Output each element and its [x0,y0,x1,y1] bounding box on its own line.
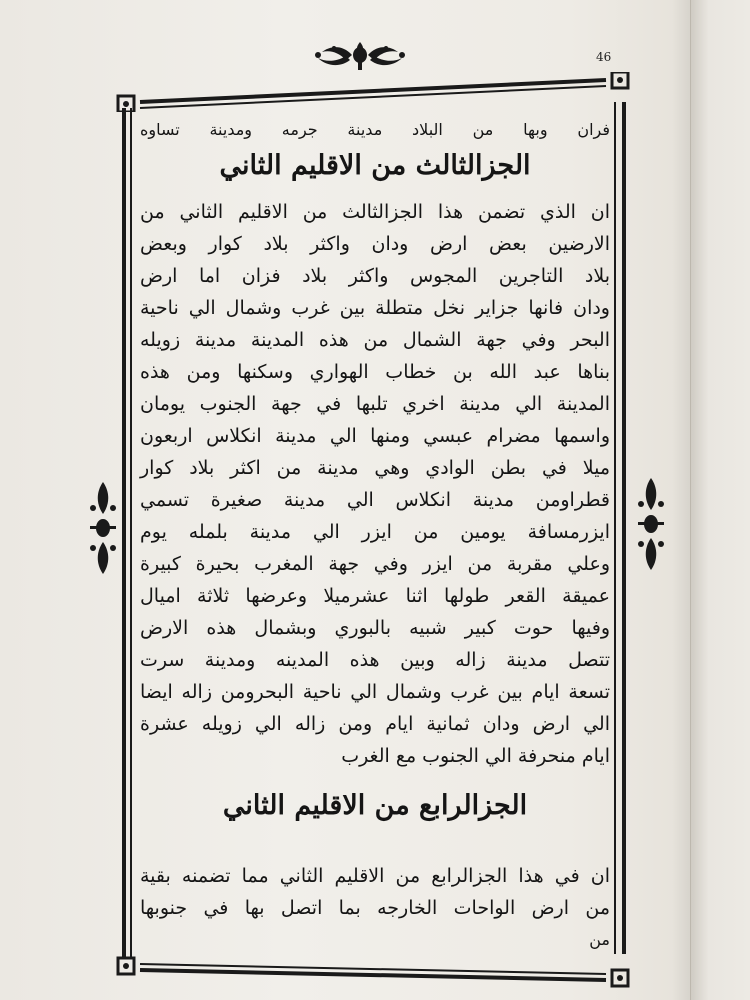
text-line: المدينة الي مدينة اخري تلبها في جهة الجنوب يومان [140,393,610,415]
frame-top-border [116,72,630,112]
next-page-edge [690,0,750,1000]
text-line: بلاد التاجرين المجوس واكثر بلاد فزان اما ارض [140,265,610,287]
frame-left-rule [122,108,126,958]
floral-ornament-icon [312,38,408,72]
manuscript-text-block [138,110,612,958]
text-line: ان في هذا الجزالرابع من الاقليم الثاني مما تضمنه بقية [140,865,610,887]
side-ornament-left-icon [88,478,118,578]
frame-right-rule-inner [614,102,616,954]
text-line: ودان فانها جزاير نخل متطلة بين غرب وشمال الي ناحية [140,297,610,319]
section-heading-fourth-part: الجزالرابع من الاقليم الثاني [222,790,528,821]
frame-bottom-border [116,952,630,992]
text-line: من [589,930,610,949]
text-line: عميقة القعر طولها اثنا عشرميلا وعرضها ثلاثة اميال [140,585,610,607]
text-line: من ارض الواحات الخارجه بما اتصل بها في جنوبها [140,897,610,919]
text-line: بناها عبد الله بن خطاب الهواري وسكنها ومن هذه [140,361,610,383]
text-line: قطراومن مدينة انكلاس الي مدينة صغيرة تسمي [140,489,610,511]
text-line: ايزرمسافة يومين من ايزر الي مدينة بلمله يوم [140,521,610,543]
side-ornament-right-icon [636,474,666,574]
text-line: واسمها مضرام عبسي ومنها الي مدينة انكلاس اربعون [140,425,610,447]
frame-left-rule-inner [130,108,132,958]
frame-right-rule [622,102,626,954]
text-line: تسعة ايام بين غرب وشمال الي ناحية البحرومن زاله ايضا [140,681,610,703]
page-number: 46 [596,50,612,64]
text-line: ميلا في بطن الوادي وهي مدينة من اكثر بلاد كوار [140,457,610,479]
text-line: الي ارض ودان ثمانية ايام ومن زاله الي زويله عشرة [140,713,610,735]
text-line: تتصل مدينة زاله وبين هذه المدينه ومدينة سرت [140,649,610,671]
text-line: وفيها حوت كبير شبيه بالبوري وبشمال هذه الارض [140,617,610,639]
text-line: ايام منحرفة الي الجنوب مع الغرب [341,745,610,767]
text-line: ان الذي تضمن هذا الجزالثالث من الاقليم الثاني من [140,201,610,223]
text-line: الارضين بعض ارض ودان واكثر بلاد كوار وبعض [140,233,610,255]
top-line: فران وبها من البلاد مدينة جرمه ومدينة تساوه [140,120,610,139]
section-heading-third-part: الجزالثالث من الاقليم الثاني [219,150,531,181]
text-line: وعلي مقربة من ايزر وفي جهة المغرب بحيرة كبيرة [140,553,610,575]
text-line: البحر وفي جهة الشمال من هذه المدينة مدينة زويله [140,329,610,351]
